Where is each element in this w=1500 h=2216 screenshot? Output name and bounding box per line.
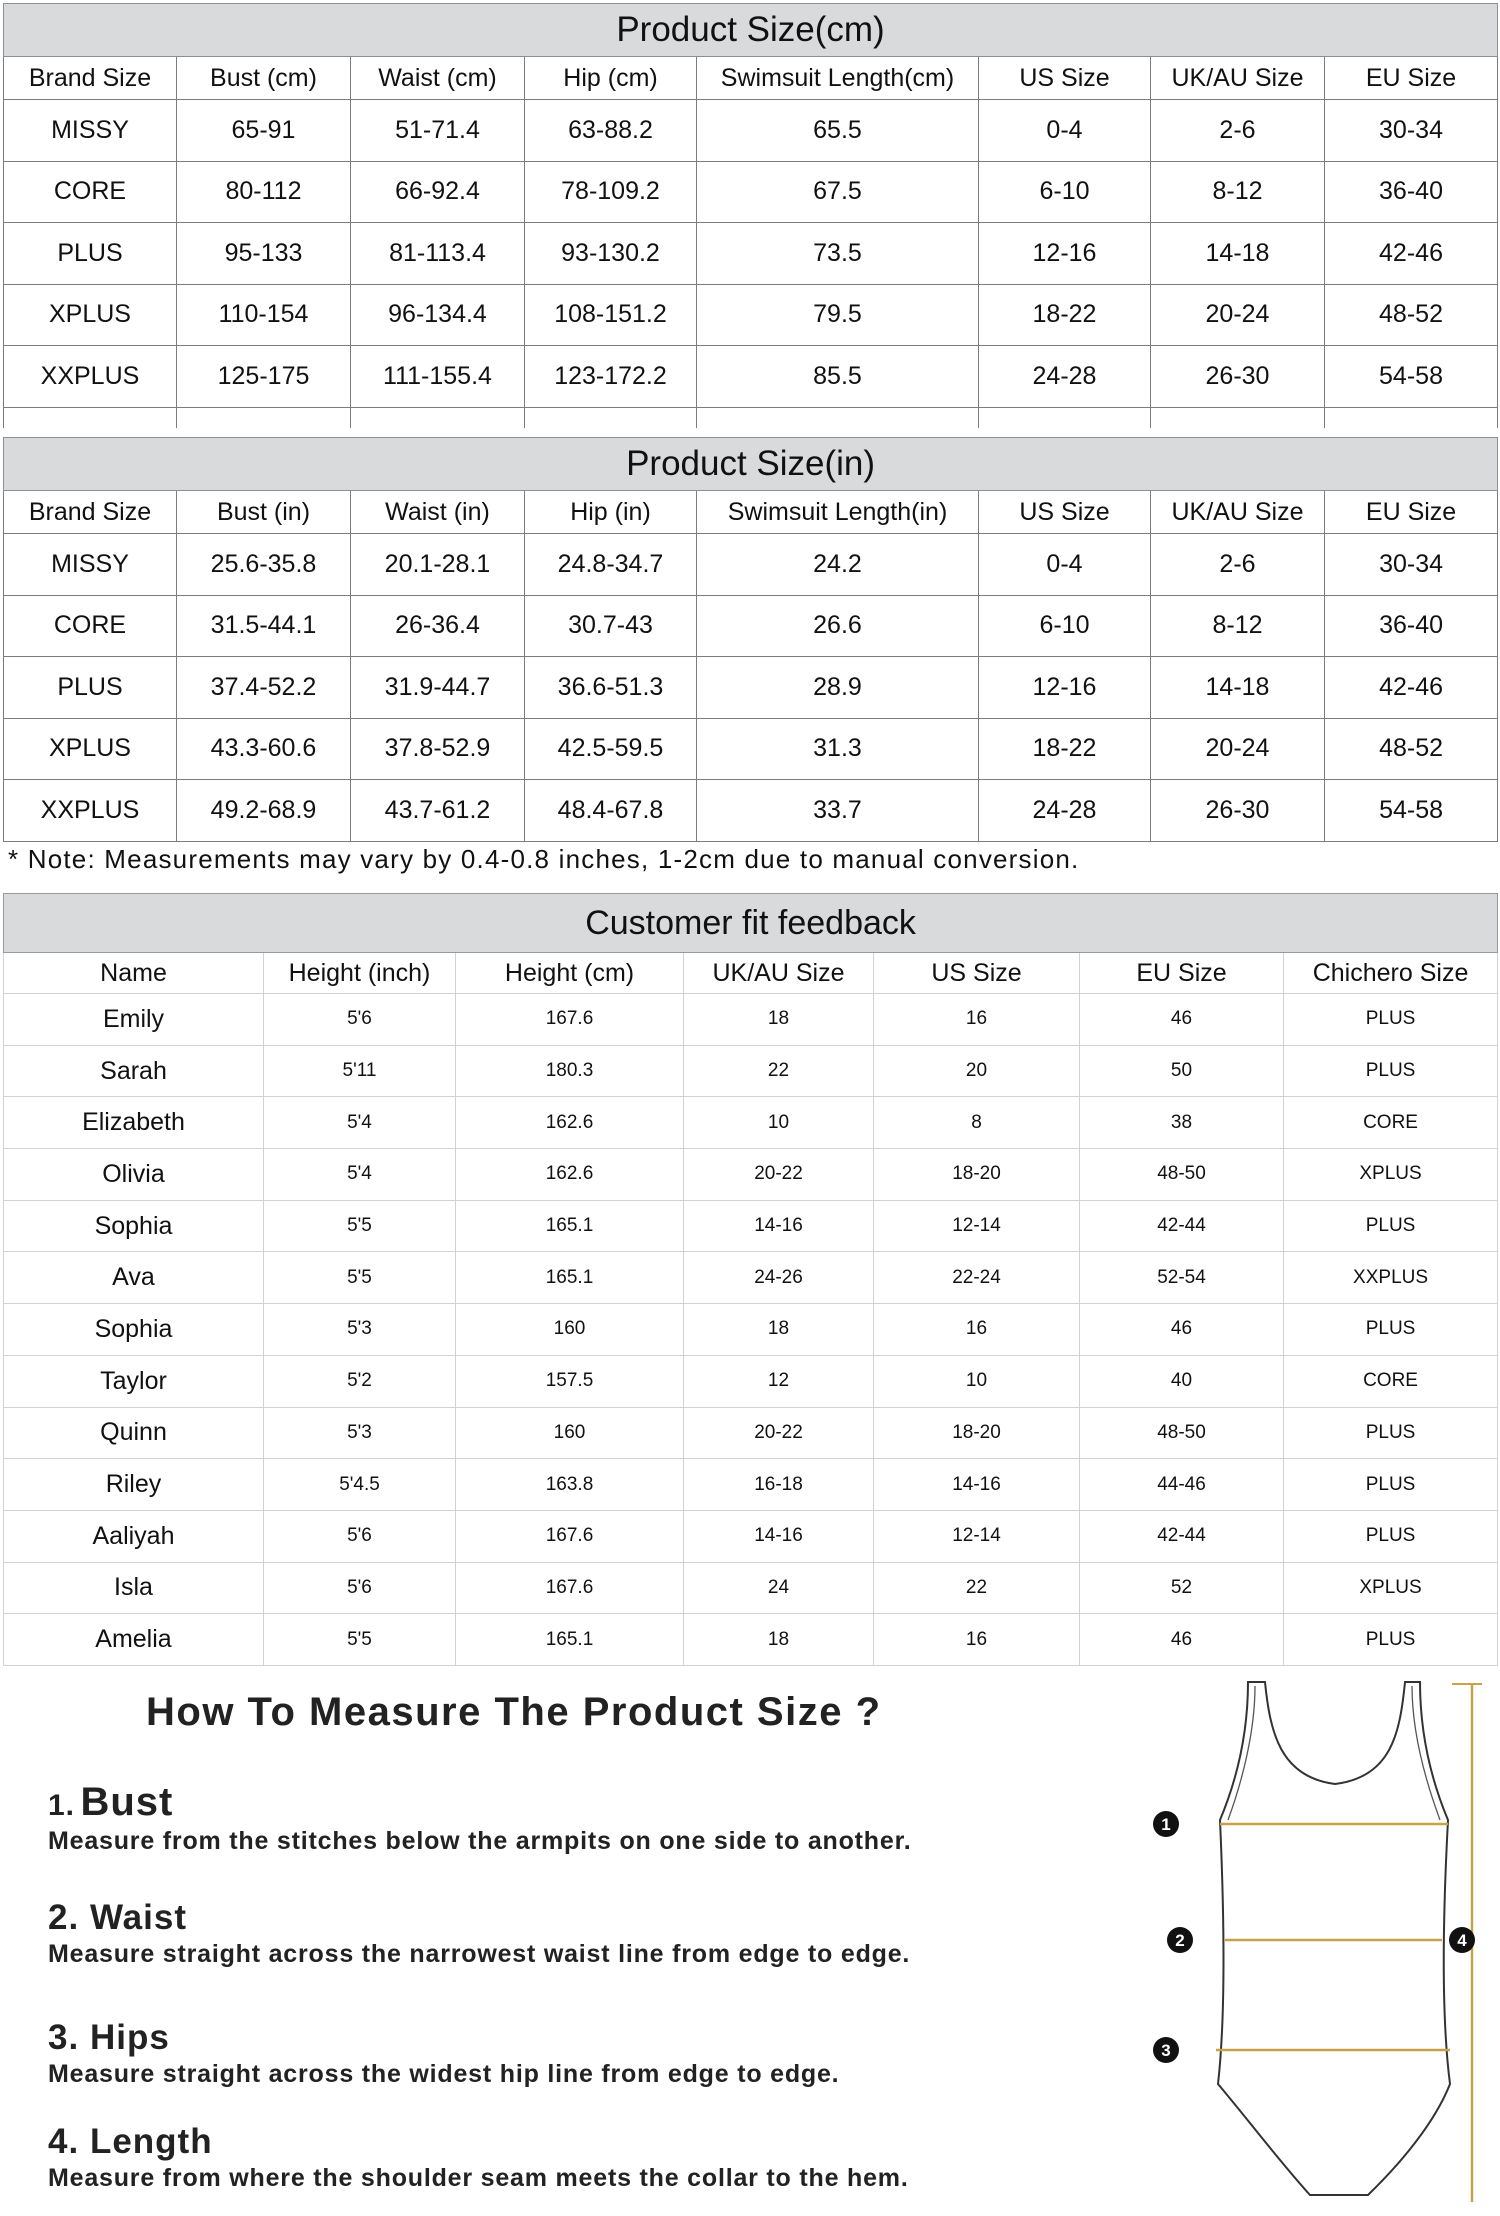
table-cell: 48-52	[1325, 284, 1498, 346]
table-cell: 20-22	[684, 1407, 874, 1459]
table-cell: Riley	[4, 1459, 264, 1511]
table-cell: 14-16	[684, 1510, 874, 1562]
table-row	[4, 657, 1498, 719]
table-row	[4, 595, 1498, 657]
table-cell: 165.1	[456, 1614, 684, 1666]
table-cell: 16	[874, 1304, 1080, 1356]
table-cell: 48-50	[1080, 1149, 1284, 1201]
table-cell: 24	[684, 1562, 874, 1614]
table-cell: 111-155.4	[351, 346, 525, 408]
table-cell: 22	[684, 1045, 874, 1097]
step-label: Bust	[80, 1780, 174, 1824]
table-row	[4, 1149, 1498, 1201]
svg-text:1: 1	[1161, 1815, 1171, 1834]
table-header-row	[4, 953, 1498, 994]
table-cell: 48.4-67.8	[525, 780, 697, 842]
table-cell: XXPLUS	[4, 780, 177, 842]
table-cell: 18-20	[874, 1407, 1080, 1459]
table-cell: 180.3	[456, 1045, 684, 1097]
table-cell: 80-112	[177, 161, 351, 223]
column-header: Waist (cm)	[351, 57, 525, 100]
table-cell: 163.8	[456, 1459, 684, 1511]
table-cell: 8-12	[1151, 595, 1325, 657]
table-cell: 36.6-51.3	[525, 657, 697, 719]
step-description: Measure from where the shoulder seam meets the collar to the hem.	[48, 2164, 909, 2192]
step-number: 4.	[48, 2122, 80, 2161]
column-header: Brand Size	[4, 491, 177, 534]
table-cell: 6-10	[979, 161, 1151, 223]
marker-2	[1167, 1927, 1193, 1953]
table-cell: 49.2-68.9	[177, 780, 351, 842]
table-cell: 167.6	[456, 1510, 684, 1562]
table-row	[4, 1459, 1498, 1511]
column-header: Hip (cm)	[525, 57, 697, 100]
table-cell: 18	[684, 994, 874, 1046]
table-cell: 16-18	[684, 1459, 874, 1511]
table-cell: 10	[874, 1355, 1080, 1407]
table-cell: 18-20	[874, 1149, 1080, 1201]
marker-1	[1153, 1811, 1179, 1837]
table-header-row	[4, 57, 1498, 100]
table-row	[4, 1614, 1498, 1666]
table-row	[4, 223, 1498, 285]
column-header: Waist (in)	[351, 491, 525, 534]
step-label: Length	[89, 2122, 213, 2161]
table-cell: 52	[1080, 1562, 1284, 1614]
measure-step-waist	[48, 1898, 910, 1969]
table-cell: PLUS	[1284, 1459, 1498, 1511]
table-cell: 46	[1080, 1304, 1284, 1356]
table-cell: 65.5	[697, 100, 979, 162]
column-header: Bust (cm)	[177, 57, 351, 100]
table-cell: 20.1-28.1	[351, 534, 525, 596]
table-cell: 24-26	[684, 1252, 874, 1304]
table-cell: 160	[456, 1304, 684, 1356]
table-cell: 78-109.2	[525, 161, 697, 223]
table-cell: 42-46	[1325, 223, 1498, 285]
table-cell: 66-92.4	[351, 161, 525, 223]
table-row	[4, 1304, 1498, 1356]
table-cell: 18-22	[979, 718, 1151, 780]
table-cell: Olivia	[4, 1149, 264, 1201]
table-row	[4, 718, 1498, 780]
table-cell: CORE	[4, 161, 177, 223]
table-row	[4, 1562, 1498, 1614]
table-cell: XPLUS	[1284, 1562, 1498, 1614]
table-cell: 31.3	[697, 718, 979, 780]
table-cell: 44-46	[1080, 1459, 1284, 1511]
table-cell: 16	[874, 994, 1080, 1046]
table-cell: 5'5	[264, 1614, 456, 1666]
svg-text:3: 3	[1161, 2041, 1171, 2060]
table-cell: 10	[684, 1097, 874, 1149]
table-cell: 167.6	[456, 1562, 684, 1614]
table-cell: 36-40	[1325, 595, 1498, 657]
table-cell: 5'5	[264, 1200, 456, 1252]
column-header: Swimsuit Length(cm)	[697, 57, 979, 100]
empty-cell	[4, 407, 177, 428]
table-cell: 46	[1080, 994, 1284, 1046]
column-header: Brand Size	[4, 57, 177, 100]
table-cell: 22-24	[874, 1252, 1080, 1304]
table-cell: Quinn	[4, 1407, 264, 1459]
table-cell: 28.9	[697, 657, 979, 719]
table-cell: 43.7-61.2	[351, 780, 525, 842]
table-cell: 12-16	[979, 223, 1151, 285]
table-cell: Taylor	[4, 1355, 264, 1407]
table-cell: 63-88.2	[525, 100, 697, 162]
column-header: EU Size	[1325, 57, 1498, 100]
table-cell: XXPLUS	[1284, 1252, 1498, 1304]
table-cell: 8-12	[1151, 161, 1325, 223]
table-cell: XPLUS	[4, 284, 177, 346]
table-cell: PLUS	[1284, 994, 1498, 1046]
empty-cell	[979, 407, 1151, 428]
table-cell: 24.8-34.7	[525, 534, 697, 596]
table-cell: Amelia	[4, 1614, 264, 1666]
table-cell: 42-44	[1080, 1510, 1284, 1562]
empty-cell	[1151, 407, 1325, 428]
table-cell: 14-16	[684, 1200, 874, 1252]
table-cell: PLUS	[1284, 1407, 1498, 1459]
table-cell: 14-18	[1151, 223, 1325, 285]
table-cell: 2-6	[1151, 534, 1325, 596]
table-cell: MISSY	[4, 100, 177, 162]
table-cell: 65-91	[177, 100, 351, 162]
table-cell: 25.6-35.8	[177, 534, 351, 596]
table-cell: 20-24	[1151, 718, 1325, 780]
table-row	[4, 534, 1498, 596]
table-cell: 20	[874, 1045, 1080, 1097]
table-cell: 81-113.4	[351, 223, 525, 285]
step-number: 2.	[48, 1898, 80, 1937]
table-cell: 5'6	[264, 994, 456, 1046]
table-cell: 42.5-59.5	[525, 718, 697, 780]
marker-4	[1449, 1927, 1475, 1953]
table-cell: 33.7	[697, 780, 979, 842]
empty-cell	[697, 407, 979, 428]
table-cell: 108-151.2	[525, 284, 697, 346]
swimsuit-outline	[1218, 1682, 1450, 2195]
table-cell: Emily	[4, 994, 264, 1046]
step-label: Waist	[89, 1898, 187, 1937]
table-cell: 54-58	[1325, 780, 1498, 842]
table-cell: 26.6	[697, 595, 979, 657]
table-cell: 12	[684, 1355, 874, 1407]
table-cell: 43.3-60.6	[177, 718, 351, 780]
table-cell: 167.6	[456, 994, 684, 1046]
table-cell: 162.6	[456, 1149, 684, 1201]
table-cell: 67.5	[697, 161, 979, 223]
table-cell: 48-50	[1080, 1407, 1284, 1459]
table-cell: 30-34	[1325, 100, 1498, 162]
table-title: Product Size(cm)	[4, 4, 1498, 57]
table-row	[4, 1355, 1498, 1407]
column-header: Height (inch)	[264, 953, 456, 994]
empty-cell	[1325, 407, 1498, 428]
column-header: UK/AU Size	[1151, 491, 1325, 534]
svg-text:4: 4	[1457, 1931, 1467, 1950]
table-cell: 95-133	[177, 223, 351, 285]
table-title: Product Size(in)	[4, 438, 1498, 491]
table-cell: 6-10	[979, 595, 1151, 657]
table-cell: 5'3	[264, 1407, 456, 1459]
table-cell: Ava	[4, 1252, 264, 1304]
table-cell: 18	[684, 1304, 874, 1356]
conversion-note: * Note: Measurements may vary by 0.4-0.8 inches, 1-2cm due to manual conversion.	[8, 844, 1080, 874]
table-cell: 8	[874, 1097, 1080, 1149]
table-cell: 165.1	[456, 1200, 684, 1252]
table-row	[4, 1510, 1498, 1562]
column-header: US Size	[979, 491, 1151, 534]
step-description: Measure from the stitches below the armpits on one side to another.	[48, 1827, 912, 1855]
empty-cell	[177, 407, 351, 428]
table-cell: 12-16	[979, 657, 1151, 719]
marker-3	[1153, 2037, 1179, 2063]
measure-step-hips	[48, 2018, 839, 2089]
table-cell: XPLUS	[4, 718, 177, 780]
table-cell: PLUS	[4, 657, 177, 719]
table-cell: Sophia	[4, 1304, 264, 1356]
table-cell: 18-22	[979, 284, 1151, 346]
table-row	[4, 161, 1498, 223]
table-cell: 0-4	[979, 100, 1151, 162]
table-cell: 2-6	[1151, 100, 1325, 162]
table-cell: 162.6	[456, 1097, 684, 1149]
size-table-cm	[3, 3, 1498, 428]
table-cell: 40	[1080, 1355, 1284, 1407]
table-cell: 20-22	[684, 1149, 874, 1201]
table-cell: Aaliyah	[4, 1510, 264, 1562]
table-cell: 37.8-52.9	[351, 718, 525, 780]
column-header: US Size	[874, 953, 1080, 994]
table-cell: 38	[1080, 1097, 1284, 1149]
table-cell: 46	[1080, 1614, 1284, 1666]
table-row	[4, 780, 1498, 842]
size-table-inch	[3, 437, 1498, 842]
table-cell: 157.5	[456, 1355, 684, 1407]
table-cell: 5'5	[264, 1252, 456, 1304]
table-cell: 31.9-44.7	[351, 657, 525, 719]
table-cell: 160	[456, 1407, 684, 1459]
table-cell: 51-71.4	[351, 100, 525, 162]
table-cell: 24.2	[697, 534, 979, 596]
table-cell: 73.5	[697, 223, 979, 285]
table-row	[4, 1045, 1498, 1097]
table-cell: Sarah	[4, 1045, 264, 1097]
table-header-row	[4, 491, 1498, 534]
table-cell: 48-52	[1325, 718, 1498, 780]
table-cell: 24-28	[979, 780, 1151, 842]
step-description: Measure straight across the narrowest waist line from edge to edge.	[48, 1940, 911, 1968]
table-cell: CORE	[4, 595, 177, 657]
column-header: Bust (in)	[177, 491, 351, 534]
table-cell: 31.5-44.1	[177, 595, 351, 657]
measure-heading: How To Measure The Product Size ?	[146, 1690, 882, 1734]
customer-feedback-table	[3, 893, 1498, 1666]
table-cell: 26-36.4	[351, 595, 525, 657]
table-cell: Isla	[4, 1562, 264, 1614]
table-cell: 5'6	[264, 1510, 456, 1562]
table-cell: 5'2	[264, 1355, 456, 1407]
table-cell: XPLUS	[1284, 1149, 1498, 1201]
table-cell: PLUS	[1284, 1045, 1498, 1097]
table-cell: 42-44	[1080, 1200, 1284, 1252]
table-cell: 85.5	[697, 346, 979, 408]
table-row	[4, 284, 1498, 346]
step-description: Measure straight across the widest hip line from edge to edge.	[48, 2060, 840, 2088]
table-cell: 5'11	[264, 1045, 456, 1097]
step-number: 3.	[48, 2018, 80, 2057]
column-header: US Size	[979, 57, 1151, 100]
table-cell: 5'4	[264, 1097, 456, 1149]
table-cell: 5'6	[264, 1562, 456, 1614]
table-cell: CORE	[1284, 1355, 1498, 1407]
column-header: Swimsuit Length(in)	[697, 491, 979, 534]
table-cell: 20-24	[1151, 284, 1325, 346]
table-cell: 79.5	[697, 284, 979, 346]
table-row	[4, 994, 1498, 1046]
table-cell: 14-18	[1151, 657, 1325, 719]
table-cell: 26-30	[1151, 346, 1325, 408]
table-cell: 42-46	[1325, 657, 1498, 719]
table-cell: 26-30	[1151, 780, 1325, 842]
table-spacer-row	[4, 407, 1498, 428]
table-cell: 22	[874, 1562, 1080, 1614]
table-row	[4, 1252, 1498, 1304]
table-cell: 93-130.2	[525, 223, 697, 285]
column-header: UK/AU Size	[1151, 57, 1325, 100]
table-cell: Sophia	[4, 1200, 264, 1252]
table-cell: 110-154	[177, 284, 351, 346]
table-cell: 52-54	[1080, 1252, 1284, 1304]
table-cell: 36-40	[1325, 161, 1498, 223]
table-cell: 96-134.4	[351, 284, 525, 346]
table-cell: 16	[874, 1614, 1080, 1666]
table-row	[4, 1097, 1498, 1149]
column-header: Hip (in)	[525, 491, 697, 534]
table-cell: 0-4	[979, 534, 1151, 596]
column-header: Name	[4, 953, 264, 994]
table-cell: PLUS	[4, 223, 177, 285]
column-header: UK/AU Size	[684, 953, 874, 994]
table-cell: PLUS	[1284, 1614, 1498, 1666]
table-row	[4, 1200, 1498, 1252]
table-cell: XXPLUS	[4, 346, 177, 408]
table-cell: 125-175	[177, 346, 351, 408]
measure-step-bust	[48, 1780, 911, 1856]
table-cell: 5'3	[264, 1304, 456, 1356]
table-cell: 50	[1080, 1045, 1284, 1097]
table-cell: 30.7-43	[525, 595, 697, 657]
empty-cell	[351, 407, 525, 428]
table-row	[4, 346, 1498, 408]
table-cell: 14-16	[874, 1459, 1080, 1511]
table-cell: 24-28	[979, 346, 1151, 408]
table-row	[4, 100, 1498, 162]
table-title: Customer fit feedback	[4, 894, 1498, 953]
table-cell: Elizabeth	[4, 1097, 264, 1149]
swimsuit-diagram	[1130, 1672, 1490, 2212]
table-cell: 18	[684, 1614, 874, 1666]
svg-text:2: 2	[1175, 1931, 1185, 1950]
table-cell: 5'4	[264, 1149, 456, 1201]
empty-cell	[525, 407, 697, 428]
table-cell: 37.4-52.2	[177, 657, 351, 719]
table-cell: PLUS	[1284, 1200, 1498, 1252]
column-header: Chichero Size	[1284, 953, 1498, 994]
column-header: EU Size	[1325, 491, 1498, 534]
table-cell: MISSY	[4, 534, 177, 596]
table-cell: 30-34	[1325, 534, 1498, 596]
table-cell: PLUS	[1284, 1304, 1498, 1356]
measure-step-length	[48, 2122, 909, 2193]
table-cell: 5'4.5	[264, 1459, 456, 1511]
table-cell: CORE	[1284, 1097, 1498, 1149]
table-cell: 123-172.2	[525, 346, 697, 408]
column-header: EU Size	[1080, 953, 1284, 994]
table-row	[4, 1407, 1498, 1459]
column-header: Height (cm)	[456, 953, 684, 994]
table-cell: PLUS	[1284, 1510, 1498, 1562]
table-cell: 12-14	[874, 1200, 1080, 1252]
step-number: 1.	[48, 1789, 76, 1822]
table-cell: 54-58	[1325, 346, 1498, 408]
table-cell: 12-14	[874, 1510, 1080, 1562]
table-cell: 165.1	[456, 1252, 684, 1304]
step-label: Hips	[89, 2018, 170, 2057]
